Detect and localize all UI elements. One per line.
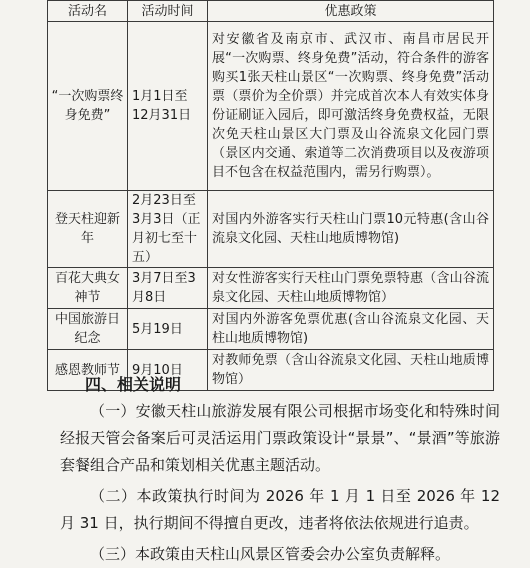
explanation-paragraph-2: （二）本政策执行时间为 2026 年 1 月 1 日至 2026 年 12 月 31 日，执行期间不得擅自更改，违者将依法依规进行追责。 — [60, 487, 500, 532]
explanation-paragraph-1: （一）安徽天柱山旅游发展有限公司根据市场变化和特殊时间经报天管会备案后可灵活运用门票政策设计“景景”、“景酒”等旅游套餐组合产品和策划相关优惠主题活动。 — [60, 402, 500, 474]
table-row — [48, 22, 494, 191]
section-heading: 四、相关说明 — [85, 375, 182, 394]
activity-time-cell: 1月1日至12月31日 — [128, 22, 208, 191]
table-row — [48, 309, 494, 350]
explanation-paragraph-3: （三）本政策由天柱山风景区管委会办公室负责解释。 — [90, 545, 451, 563]
header-activity-name: 活动名 — [48, 1, 128, 22]
table-row — [48, 191, 494, 268]
table-row — [48, 268, 494, 309]
activity-time-cell: 9月10日 — [128, 350, 208, 391]
policy-cell: 对女性游客实行天柱山门票免票特惠（含山谷流泉文化园、天柱山地质博物馆） — [208, 268, 494, 309]
policy-cell: 对国内外游客实行天柱山门票10元特惠(含山谷流泉文化园、天柱山地质博物馆) — [208, 191, 494, 268]
activity-name-cell: “一次购票终身免费” — [48, 22, 128, 191]
activity-name-cell: 登天柱迎新年 — [48, 191, 128, 268]
table-header-row — [48, 1, 494, 22]
header-discount-policy: 优惠政策 — [208, 1, 494, 22]
activity-name-cell: 感恩教师节 — [48, 350, 128, 391]
policy-table — [47, 0, 494, 391]
policy-cell: 对国内外游客免票优惠(含山谷流泉文化园、天柱山地质博物馆) — [208, 309, 494, 350]
policy-cell: 对安徽省及南京市、武汉市、南昌市居民开展“一次购票、终身免费”活动，符合条件的游客购买1张天柱山景区“一次购票、终身免费”活动票（票价为全价票）并完成首次本人有效实体身份证刷证入园后，即可激活终身免费权益，无限次免天柱山景区大门票及山谷流泉文化园门票（景区内交通、索道等二次消费项目以及夜游项目不包含在权益范围内，需另行购票）。 — [208, 22, 494, 191]
policy-cell: 对教师免票（含山谷流泉文化园、天柱山地质博物馆） — [208, 350, 494, 391]
activity-time-cell: 5月19日 — [128, 309, 208, 350]
activity-time-cell: 2月23日至3月3日（正月初七至十五） — [128, 191, 208, 268]
activity-time-cell: 3月7日至3月8日 — [128, 268, 208, 309]
activity-name-cell: 百花大典女神节 — [48, 268, 128, 309]
activity-name-cell: 中国旅游日纪念 — [48, 309, 128, 350]
header-activity-time: 活动时间 — [128, 1, 208, 22]
